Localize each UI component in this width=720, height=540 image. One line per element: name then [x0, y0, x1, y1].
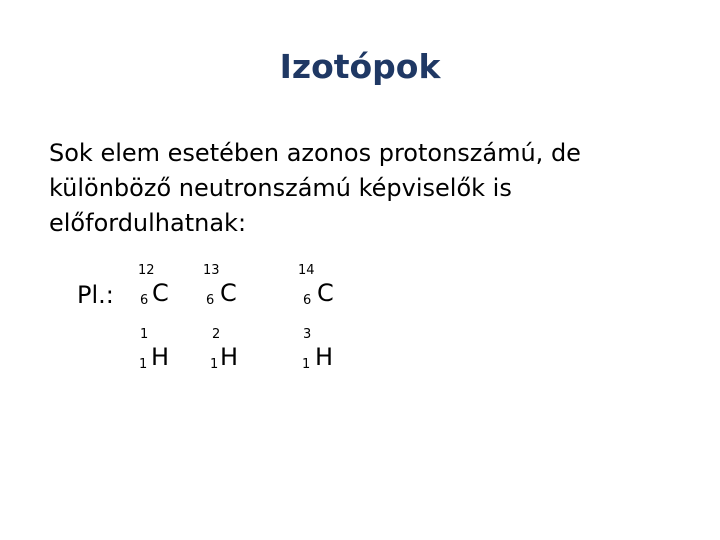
element-symbol: C	[220, 279, 237, 307]
example-label: Pl.:	[77, 281, 114, 309]
mass-number: 2	[212, 327, 221, 342]
element-symbol: H	[151, 343, 170, 371]
mass-number: 14	[298, 263, 315, 278]
element-symbol: H	[315, 343, 334, 371]
body-line: előfordulhatnak:	[49, 209, 247, 237]
body-text	[49, 136, 689, 241]
body-line: különböző neutronszámú képviselők is	[49, 174, 512, 202]
mass-number: 3	[303, 327, 312, 342]
atomic-number: 6	[206, 293, 215, 308]
atomic-number: 6	[303, 293, 312, 308]
mass-number: 13	[203, 263, 220, 278]
mass-number: 1	[140, 327, 149, 342]
atomic-number: 1	[210, 357, 219, 372]
slide-title: Izotópok	[279, 47, 441, 86]
atomic-number: 1	[139, 357, 148, 372]
element-symbol: C	[152, 279, 169, 307]
body-line: Sok elem esetében azonos protonszámú, de	[49, 139, 581, 167]
element-symbol: C	[317, 279, 334, 307]
atomic-number: 6	[140, 293, 149, 308]
element-symbol: H	[220, 343, 239, 371]
atomic-number: 1	[302, 357, 311, 372]
mass-number: 12	[138, 263, 155, 278]
